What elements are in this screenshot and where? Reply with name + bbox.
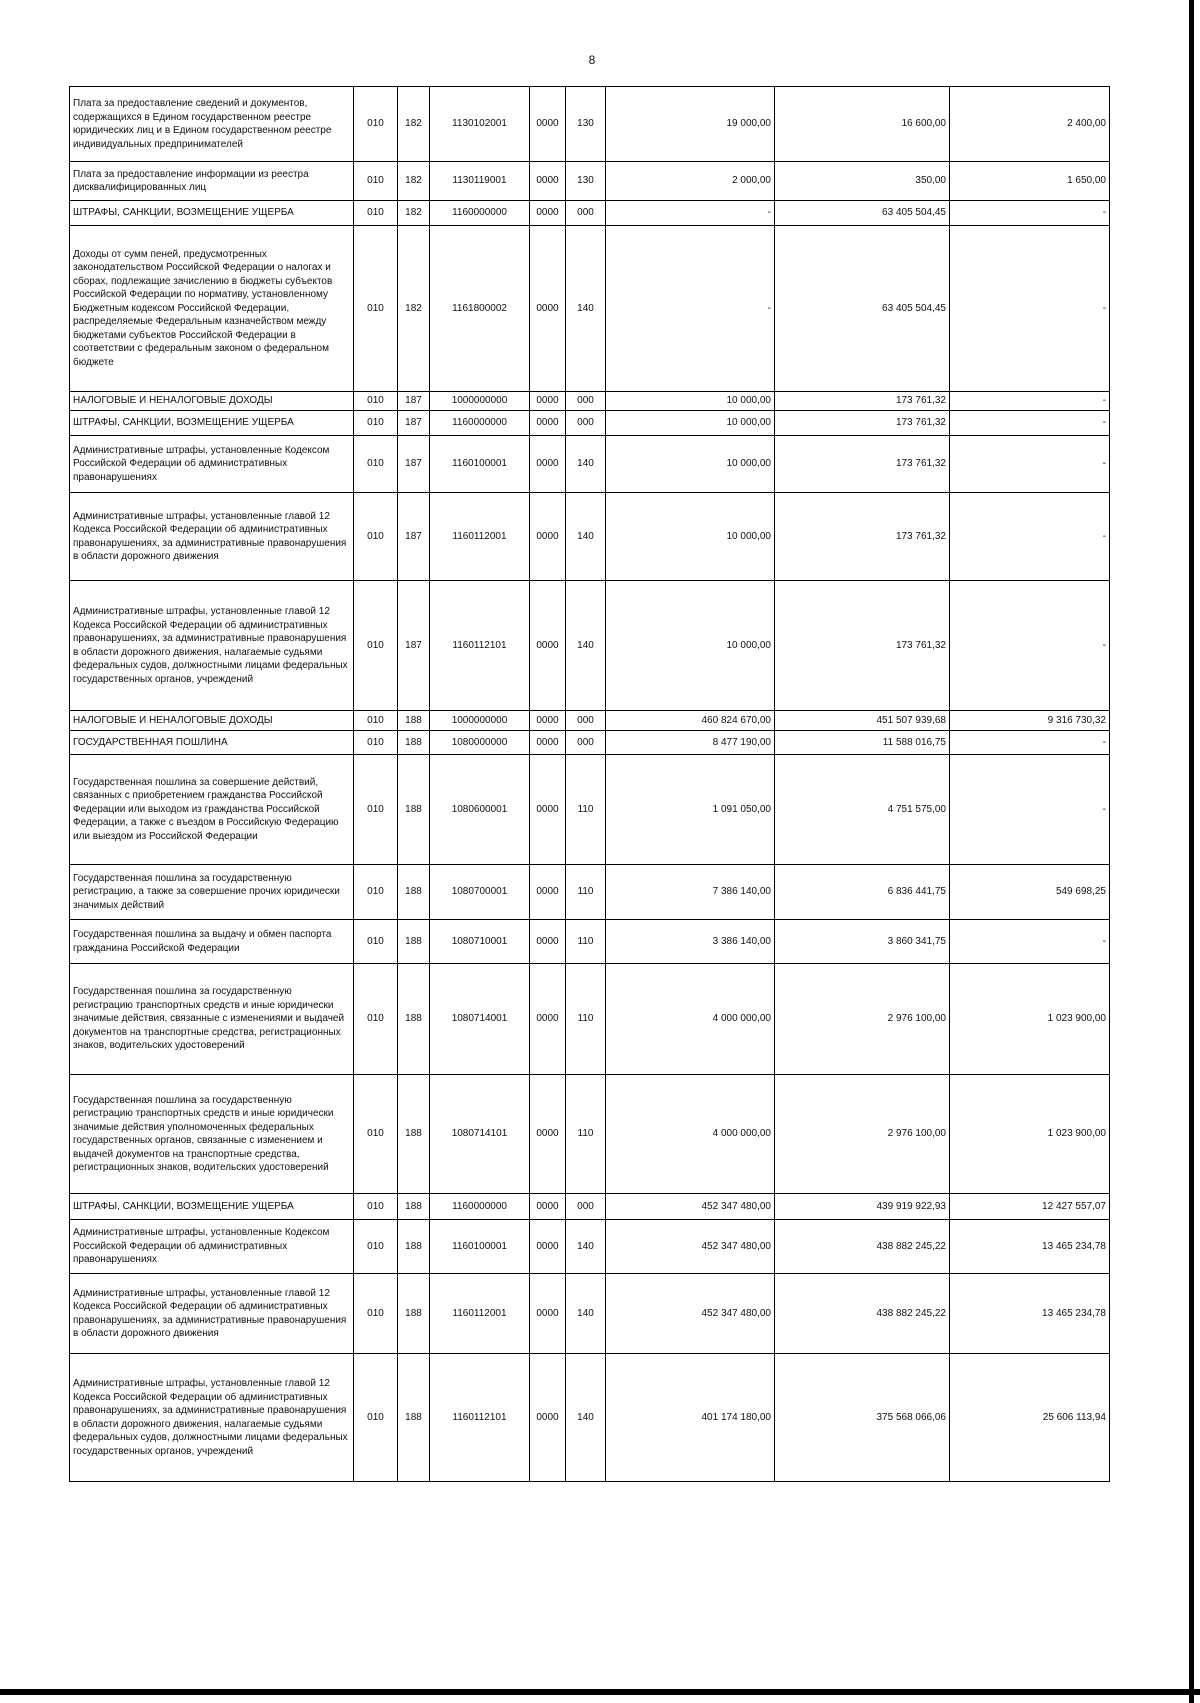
chief-admin-code: 187: [398, 392, 430, 411]
row-description: Государственная пошлина за совершение действий, связанных с приобретением гражданства Российской Федерации или выходом из гражданства Российской Федерации, а также с въездом в Российскую Федерацию или выездом из Российской Федерации: [70, 755, 354, 865]
planned-amount: 8 477 190,00: [606, 731, 775, 755]
revenue-code: 1160112001: [430, 1274, 530, 1354]
program-code: 0000: [530, 711, 566, 731]
program-code: 0000: [530, 1354, 566, 1482]
table-row: [70, 1220, 1110, 1274]
program-code: 0000: [530, 1220, 566, 1274]
planned-amount: -: [606, 226, 775, 392]
unexecuted-amount: -: [950, 755, 1110, 865]
planned-amount: 10 000,00: [606, 436, 775, 493]
revenue-code: 1080600001: [430, 755, 530, 865]
unexecuted-amount: 13 465 234,78: [950, 1220, 1110, 1274]
executed-amount: 438 882 245,22: [775, 1274, 950, 1354]
chief-admin-code: 188: [398, 1220, 430, 1274]
row-description: Административные штрафы, установленные главой 12 Кодекса Российской Федерации об административных правонарушениях, за административные правонарушения в области дорожного движения: [70, 493, 354, 581]
chief-admin-code: 187: [398, 411, 430, 436]
executed-amount: 173 761,32: [775, 493, 950, 581]
chief-admin-code: 188: [398, 711, 430, 731]
revenue-code: 1160100001: [430, 1220, 530, 1274]
admin-code: 010: [354, 711, 398, 731]
planned-amount: 460 824 670,00: [606, 711, 775, 731]
classification-code: 140: [566, 1354, 606, 1482]
admin-code: 010: [354, 865, 398, 920]
table-row: [70, 1354, 1110, 1482]
program-code: 0000: [530, 201, 566, 226]
scan-border-right: [1189, 0, 1194, 1703]
program-code: 0000: [530, 1075, 566, 1194]
program-code: 0000: [530, 865, 566, 920]
table-row: [70, 436, 1110, 493]
program-code: 0000: [530, 964, 566, 1075]
classification-code: 110: [566, 755, 606, 865]
unexecuted-amount: 549 698,25: [950, 865, 1110, 920]
executed-amount: 350,00: [775, 162, 950, 201]
row-description: Плата за предоставление сведений и документов, содержащихся в Едином государственном реестре юридических лиц и в Едином государственном реестре индивидуальных предпринимателей: [70, 87, 354, 162]
classification-code: 130: [566, 87, 606, 162]
executed-amount: 4 751 575,00: [775, 755, 950, 865]
page-number: 8: [588, 53, 596, 67]
classification-code: 140: [566, 581, 606, 711]
program-code: 0000: [530, 731, 566, 755]
planned-amount: -: [606, 201, 775, 226]
program-code: 0000: [530, 581, 566, 711]
admin-code: 010: [354, 226, 398, 392]
planned-amount: 452 347 480,00: [606, 1220, 775, 1274]
table-row: [70, 711, 1110, 731]
chief-admin-code: 188: [398, 1194, 430, 1220]
program-code: 0000: [530, 1274, 566, 1354]
chief-admin-code: 188: [398, 964, 430, 1075]
unexecuted-amount: 9 316 730,32: [950, 711, 1110, 731]
chief-admin-code: 188: [398, 731, 430, 755]
program-code: 0000: [530, 162, 566, 201]
revenue-code: 1000000000: [430, 392, 530, 411]
revenue-code: 1160000000: [430, 1194, 530, 1220]
row-description: Государственная пошлина за государственную регистрацию транспортных средств и иные юридически значимые действия уполномоченных федеральных государственных органов, связанные с изменением и выдачей документов на транспортные средства, регистрационных знаков, водительских удостоверений: [70, 1075, 354, 1194]
unexecuted-amount: -: [950, 411, 1110, 436]
executed-amount: 173 761,32: [775, 411, 950, 436]
admin-code: 010: [354, 411, 398, 436]
row-description: Административные штрафы, установленные Кодексом Российской Федерации об административных правонарушениях: [70, 436, 354, 493]
table-row: [70, 1075, 1110, 1194]
table-row: [70, 226, 1110, 392]
classification-code: 000: [566, 392, 606, 411]
revenue-code: 1000000000: [430, 711, 530, 731]
executed-amount: 3 860 341,75: [775, 920, 950, 964]
table-row: [70, 920, 1110, 964]
classification-code: 110: [566, 964, 606, 1075]
table-row: [70, 865, 1110, 920]
revenue-code: 1080000000: [430, 731, 530, 755]
admin-code: 010: [354, 436, 398, 493]
admin-code: 010: [354, 201, 398, 226]
planned-amount: 7 386 140,00: [606, 865, 775, 920]
row-description: Государственная пошлина за государственную регистрацию транспортных средств и иные юридически значимые действия, связанные с изменениями и выдачей документов на транспортные средства, регистрационных знаков, водительских удостоверений: [70, 964, 354, 1075]
classification-code: 000: [566, 411, 606, 436]
table-row: [70, 201, 1110, 226]
table-row: [70, 964, 1110, 1075]
chief-admin-code: 188: [398, 865, 430, 920]
admin-code: 010: [354, 964, 398, 1075]
unexecuted-amount: -: [950, 493, 1110, 581]
executed-amount: 451 507 939,68: [775, 711, 950, 731]
row-description: НАЛОГОВЫЕ И НЕНАЛОГОВЫЕ ДОХОДЫ: [70, 711, 354, 731]
executed-amount: 6 836 441,75: [775, 865, 950, 920]
revenue-code: 1160000000: [430, 201, 530, 226]
row-description: Государственная пошлина за государственную регистрацию, а также за совершение прочих юридически значимых действий: [70, 865, 354, 920]
unexecuted-amount: -: [950, 920, 1110, 964]
planned-amount: 1 091 050,00: [606, 755, 775, 865]
unexecuted-amount: 2 400,00: [950, 87, 1110, 162]
revenue-code: 1160112101: [430, 1354, 530, 1482]
admin-code: 010: [354, 1075, 398, 1194]
program-code: 0000: [530, 1194, 566, 1220]
row-description: Государственная пошлина за выдачу и обмен паспорта гражданина Российской Федерации: [70, 920, 354, 964]
unexecuted-amount: 1 023 900,00: [950, 1075, 1110, 1194]
chief-admin-code: 187: [398, 493, 430, 581]
row-description: ГОСУДАРСТВЕННАЯ ПОШЛИНА: [70, 731, 354, 755]
unexecuted-amount: -: [950, 436, 1110, 493]
chief-admin-code: 182: [398, 87, 430, 162]
program-code: 0000: [530, 226, 566, 392]
revenue-table: [69, 86, 1110, 1482]
classification-code: 110: [566, 920, 606, 964]
table-row: [70, 392, 1110, 411]
chief-admin-code: 182: [398, 162, 430, 201]
classification-code: 140: [566, 1274, 606, 1354]
chief-admin-code: 188: [398, 1354, 430, 1482]
admin-code: 010: [354, 920, 398, 964]
table-row: [70, 411, 1110, 436]
table-row: [70, 87, 1110, 162]
admin-code: 010: [354, 162, 398, 201]
row-description: Доходы от сумм пеней, предусмотренных законодательством Российской Федерации о налогах и сборах, подлежащие зачислению в бюджеты субъектов Российской Федерации по нормативу, установленному Бюджетным кодексом Российской Федерации, распределяемые Федеральным казначейством между бюджетами субъектов Российской Федерации в соответствии с федеральным законом о федеральном бюджете: [70, 226, 354, 392]
chief-admin-code: 182: [398, 226, 430, 392]
executed-amount: 438 882 245,22: [775, 1220, 950, 1274]
table-row: [70, 755, 1110, 865]
planned-amount: 10 000,00: [606, 493, 775, 581]
classification-code: 140: [566, 1220, 606, 1274]
unexecuted-amount: -: [950, 731, 1110, 755]
unexecuted-amount: -: [950, 201, 1110, 226]
revenue-code: 1160112101: [430, 581, 530, 711]
admin-code: 010: [354, 755, 398, 865]
executed-amount: 63 405 504,45: [775, 226, 950, 392]
unexecuted-amount: 13 465 234,78: [950, 1274, 1110, 1354]
revenue-code: 1080710001: [430, 920, 530, 964]
planned-amount: 4 000 000,00: [606, 964, 775, 1075]
unexecuted-amount: 1 023 900,00: [950, 964, 1110, 1075]
chief-admin-code: 187: [398, 581, 430, 711]
planned-amount: 10 000,00: [606, 581, 775, 711]
revenue-code: 1080714001: [430, 964, 530, 1075]
revenue-code: 1160000000: [430, 411, 530, 436]
planned-amount: 10 000,00: [606, 392, 775, 411]
classification-code: 000: [566, 731, 606, 755]
row-description: Административные штрафы, установленные главой 12 Кодекса Российской Федерации об административных правонарушениях, за административные правонарушения в области дорожного движения, налагаемые судьями федеральных судов, должностными лицами федеральных государственных органов, учреждений: [70, 581, 354, 711]
planned-amount: 401 174 180,00: [606, 1354, 775, 1482]
table-row: [70, 162, 1110, 201]
revenue-code: 1161800002: [430, 226, 530, 392]
row-description: Плата за предоставление информации из реестра дисквалифицированных лиц: [70, 162, 354, 201]
program-code: 0000: [530, 436, 566, 493]
table-row: [70, 581, 1110, 711]
executed-amount: 439 919 922,93: [775, 1194, 950, 1220]
chief-admin-code: 188: [398, 1274, 430, 1354]
classification-code: 140: [566, 226, 606, 392]
planned-amount: 19 000,00: [606, 87, 775, 162]
admin-code: 010: [354, 493, 398, 581]
table-row: [70, 731, 1110, 755]
planned-amount: 3 386 140,00: [606, 920, 775, 964]
unexecuted-amount: -: [950, 392, 1110, 411]
planned-amount: 452 347 480,00: [606, 1274, 775, 1354]
admin-code: 010: [354, 392, 398, 411]
scan-border-bottom: [0, 1689, 1200, 1695]
revenue-code: 1160112001: [430, 493, 530, 581]
revenue-code: 1080714101: [430, 1075, 530, 1194]
admin-code: 010: [354, 1194, 398, 1220]
revenue-code: 1160100001: [430, 436, 530, 493]
unexecuted-amount: 12 427 557,07: [950, 1194, 1110, 1220]
classification-code: 110: [566, 865, 606, 920]
executed-amount: 173 761,32: [775, 392, 950, 411]
classification-code: 130: [566, 162, 606, 201]
classification-code: 000: [566, 201, 606, 226]
program-code: 0000: [530, 920, 566, 964]
executed-amount: 16 600,00: [775, 87, 950, 162]
planned-amount: 2 000,00: [606, 162, 775, 201]
classification-code: 000: [566, 1194, 606, 1220]
chief-admin-code: 187: [398, 436, 430, 493]
planned-amount: 10 000,00: [606, 411, 775, 436]
executed-amount: 375 568 066,06: [775, 1354, 950, 1482]
executed-amount: 173 761,32: [775, 581, 950, 711]
classification-code: 000: [566, 711, 606, 731]
row-description: Административные штрафы, установленные главой 12 Кодекса Российской Федерации об административных правонарушениях, за административные правонарушения в области дорожного движения: [70, 1274, 354, 1354]
admin-code: 010: [354, 1354, 398, 1482]
table-row: [70, 493, 1110, 581]
table-row: [70, 1194, 1110, 1220]
planned-amount: 452 347 480,00: [606, 1194, 775, 1220]
classification-code: 140: [566, 436, 606, 493]
row-description: ШТРАФЫ, САНКЦИИ, ВОЗМЕЩЕНИЕ УЩЕРБА: [70, 1194, 354, 1220]
executed-amount: 2 976 100,00: [775, 1075, 950, 1194]
executed-amount: 2 976 100,00: [775, 964, 950, 1075]
unexecuted-amount: -: [950, 581, 1110, 711]
admin-code: 010: [354, 731, 398, 755]
program-code: 0000: [530, 392, 566, 411]
executed-amount: 173 761,32: [775, 436, 950, 493]
admin-code: 010: [354, 87, 398, 162]
row-description: ШТРАФЫ, САНКЦИИ, ВОЗМЕЩЕНИЕ УЩЕРБА: [70, 411, 354, 436]
row-description: ШТРАФЫ, САНКЦИИ, ВОЗМЕЩЕНИЕ УЩЕРБА: [70, 201, 354, 226]
unexecuted-amount: 25 606 113,94: [950, 1354, 1110, 1482]
row-description: НАЛОГОВЫЕ И НЕНАЛОГОВЫЕ ДОХОДЫ: [70, 392, 354, 411]
program-code: 0000: [530, 411, 566, 436]
classification-code: 140: [566, 493, 606, 581]
revenue-code: 1130102001: [430, 87, 530, 162]
chief-admin-code: 188: [398, 755, 430, 865]
program-code: 0000: [530, 755, 566, 865]
admin-code: 010: [354, 1274, 398, 1354]
admin-code: 010: [354, 581, 398, 711]
row-description: Административные штрафы, установленные главой 12 Кодекса Российской Федерации об административных правонарушениях, за административные правонарушения в области дорожного движения, налагаемые судьями федеральных судов, должностными лицами федеральных государственных органов, учреждений: [70, 1354, 354, 1482]
chief-admin-code: 188: [398, 1075, 430, 1194]
unexecuted-amount: 1 650,00: [950, 162, 1110, 201]
chief-admin-code: 188: [398, 920, 430, 964]
executed-amount: 63 405 504,45: [775, 201, 950, 226]
classification-code: 110: [566, 1075, 606, 1194]
row-description: Административные штрафы, установленные Кодексом Российской Федерации об административных правонарушениях: [70, 1220, 354, 1274]
planned-amount: 4 000 000,00: [606, 1075, 775, 1194]
program-code: 0000: [530, 87, 566, 162]
revenue-code: 1080700001: [430, 865, 530, 920]
revenue-code: 1130119001: [430, 162, 530, 201]
table-row: [70, 1274, 1110, 1354]
unexecuted-amount: -: [950, 226, 1110, 392]
admin-code: 010: [354, 1220, 398, 1274]
program-code: 0000: [530, 493, 566, 581]
executed-amount: 11 588 016,75: [775, 731, 950, 755]
chief-admin-code: 182: [398, 201, 430, 226]
